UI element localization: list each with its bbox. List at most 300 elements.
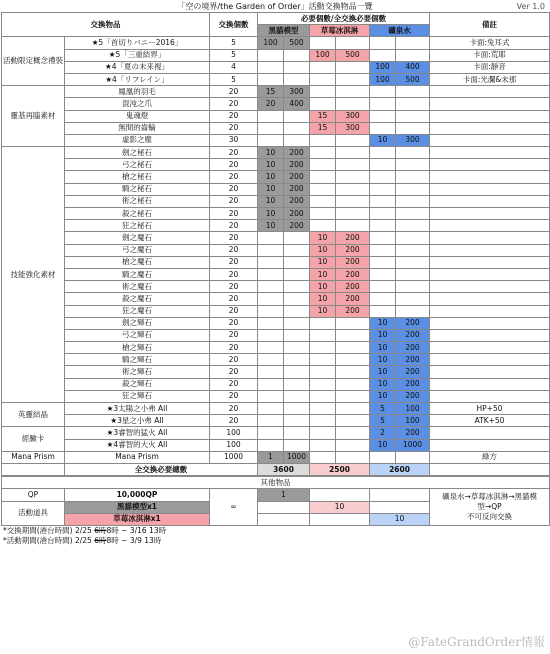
cost-r-total bbox=[336, 220, 370, 232]
item-count: 20 bbox=[210, 183, 258, 195]
tool-red-g-empty bbox=[258, 513, 310, 525]
conversion-note-line2: 型→QP bbox=[477, 502, 502, 512]
item-name: 騎之魔石 bbox=[65, 268, 210, 280]
cost-g-unit: 15 bbox=[258, 86, 284, 98]
item-note bbox=[430, 342, 550, 354]
item-count: 20 bbox=[210, 195, 258, 207]
item-note bbox=[430, 220, 550, 232]
item-count: 20 bbox=[210, 329, 258, 341]
cost-r-unit bbox=[310, 147, 336, 159]
cost-g-total bbox=[284, 49, 310, 61]
table-row bbox=[2, 256, 550, 268]
cost-b-total bbox=[396, 451, 430, 463]
cost-g-unit bbox=[258, 134, 284, 146]
table-row bbox=[2, 147, 550, 159]
conversion-note bbox=[430, 489, 550, 526]
item-count: 20 bbox=[210, 256, 258, 268]
item-note bbox=[430, 268, 550, 280]
cost-r-unit bbox=[310, 183, 336, 195]
cost-g-unit bbox=[258, 342, 284, 354]
item-count: 20 bbox=[210, 305, 258, 317]
cost-g-unit: 10 bbox=[258, 183, 284, 195]
cost-r-total: 200 bbox=[336, 293, 370, 305]
cost-g-unit: 10 bbox=[258, 171, 284, 183]
cost-r-unit: 15 bbox=[310, 110, 336, 122]
table-row bbox=[2, 98, 550, 110]
cost-b-unit: 2 bbox=[370, 427, 396, 439]
item-count: 20 bbox=[210, 293, 258, 305]
cost-g-unit bbox=[258, 427, 284, 439]
item-note: 卡面:光瀾&未那 bbox=[430, 73, 550, 85]
cost-g-unit: 10 bbox=[258, 208, 284, 220]
cost-g-unit bbox=[258, 439, 284, 451]
table-row bbox=[2, 232, 550, 244]
cost-b-total bbox=[396, 183, 430, 195]
item-note bbox=[430, 232, 550, 244]
table-row bbox=[2, 281, 550, 293]
title-bar bbox=[1, 1, 549, 12]
item-count: 20 bbox=[210, 232, 258, 244]
cost-r-total: 300 bbox=[336, 122, 370, 134]
footer-exchange-period bbox=[3, 526, 549, 536]
cost-b-total bbox=[396, 147, 430, 159]
item-count: 20 bbox=[210, 147, 258, 159]
cost-b-unit: 10 bbox=[370, 390, 396, 402]
cost-b-total: 100 bbox=[396, 403, 430, 415]
cost-b-unit bbox=[370, 110, 396, 122]
cost-b-unit: 5 bbox=[370, 403, 396, 415]
cost-g-total bbox=[284, 244, 310, 256]
cost-r-total bbox=[336, 403, 370, 415]
item-count: 20 bbox=[210, 281, 258, 293]
item-note bbox=[430, 256, 550, 268]
cost-b-total bbox=[396, 122, 430, 134]
item-name: 無間的齒輪 bbox=[65, 122, 210, 134]
item-note bbox=[430, 378, 550, 390]
conversion-note-line3: 不可反向交換 bbox=[467, 512, 513, 522]
item-note bbox=[430, 208, 550, 220]
item-count: 5 bbox=[210, 37, 258, 49]
item-note bbox=[430, 134, 550, 146]
cost-b-unit bbox=[370, 98, 396, 110]
cost-b-unit bbox=[370, 147, 396, 159]
item-count: 20 bbox=[210, 244, 258, 256]
cost-r-total: 500 bbox=[336, 49, 370, 61]
item-count: 20 bbox=[210, 220, 258, 232]
cost-b-total bbox=[396, 37, 430, 49]
cost-b-unit: 10 bbox=[370, 366, 396, 378]
cost-r-total bbox=[336, 37, 370, 49]
cost-g-unit bbox=[258, 354, 284, 366]
qp-red-empty bbox=[310, 489, 370, 501]
cost-g-unit bbox=[258, 293, 284, 305]
qp-row bbox=[2, 489, 550, 501]
footer-line1-prefix: *交換期間(港台時間) 2/25 bbox=[3, 525, 95, 535]
cost-r-unit bbox=[310, 403, 336, 415]
cost-r-total bbox=[336, 147, 370, 159]
item-count: 20 bbox=[210, 110, 258, 122]
cost-r-total bbox=[336, 208, 370, 220]
cost-b-total: 500 bbox=[396, 73, 430, 85]
cost-g-unit bbox=[258, 232, 284, 244]
item-name: 混沌之爪 bbox=[65, 98, 210, 110]
table-row bbox=[2, 159, 550, 171]
item-count: 20 bbox=[210, 366, 258, 378]
totals-label: 全交換必要總數 bbox=[65, 463, 258, 475]
cost-g-unit bbox=[258, 244, 284, 256]
cost-g-unit: 10 bbox=[258, 147, 284, 159]
cost-b-unit bbox=[370, 195, 396, 207]
cost-g-unit: 10 bbox=[258, 220, 284, 232]
cost-b-total bbox=[396, 110, 430, 122]
cost-r-total bbox=[336, 73, 370, 85]
cost-r-total: 200 bbox=[336, 268, 370, 280]
cost-r-unit bbox=[310, 354, 336, 366]
table-row bbox=[2, 317, 550, 329]
cost-g-unit bbox=[258, 268, 284, 280]
cost-r-total bbox=[336, 439, 370, 451]
item-name: ★3睿智的猛火 All bbox=[65, 427, 210, 439]
qp-label: QP bbox=[2, 489, 65, 501]
cost-g-total: 200 bbox=[284, 171, 310, 183]
cost-g-total bbox=[284, 110, 310, 122]
cost-b-unit bbox=[370, 305, 396, 317]
item-count: 20 bbox=[210, 390, 258, 402]
item-count: 20 bbox=[210, 171, 258, 183]
cost-r-total: 200 bbox=[336, 256, 370, 268]
item-name: ★4睿智的大火 All bbox=[65, 439, 210, 451]
table-row bbox=[2, 110, 550, 122]
item-count: 1000 bbox=[210, 451, 258, 463]
cost-g-total bbox=[284, 134, 310, 146]
cost-g-total bbox=[284, 268, 310, 280]
tool-red-cost: 10 bbox=[310, 501, 370, 513]
cost-g-unit bbox=[258, 256, 284, 268]
item-count: 5 bbox=[210, 49, 258, 61]
item-name: 殺之魔石 bbox=[65, 293, 210, 305]
cost-g-total: 300 bbox=[284, 86, 310, 98]
qp-item: 10,000QP bbox=[65, 489, 210, 501]
qp-black-cost: 1 bbox=[258, 489, 310, 501]
table-row bbox=[2, 171, 550, 183]
cost-b-total: 200 bbox=[396, 366, 430, 378]
cost-b-unit bbox=[370, 183, 396, 195]
item-note bbox=[430, 366, 550, 378]
tool-red-r-empty bbox=[310, 513, 370, 525]
cost-b-unit bbox=[370, 256, 396, 268]
table-row bbox=[2, 366, 550, 378]
table-row bbox=[2, 427, 550, 439]
footer-line1-strike: 6時 bbox=[94, 525, 107, 535]
cost-b-unit bbox=[370, 220, 396, 232]
table-row bbox=[2, 122, 550, 134]
cost-b-total: 200 bbox=[396, 354, 430, 366]
cost-b-total: 200 bbox=[396, 342, 430, 354]
other-title: 其他物品 bbox=[2, 477, 550, 489]
item-note bbox=[430, 110, 550, 122]
item-name: 狂之魔石 bbox=[65, 305, 210, 317]
header-row-1 bbox=[2, 13, 550, 25]
cost-b-unit bbox=[370, 86, 396, 98]
header-strawberry: 草莓冰淇淋 bbox=[310, 25, 370, 37]
item-name: 劍之秘石 bbox=[65, 147, 210, 159]
table-row bbox=[2, 329, 550, 341]
cost-b-total: 200 bbox=[396, 390, 430, 402]
cost-r-unit bbox=[310, 366, 336, 378]
cost-r-total bbox=[336, 171, 370, 183]
item-count: 20 bbox=[210, 268, 258, 280]
cost-b-total: 200 bbox=[396, 427, 430, 439]
item-count: 100 bbox=[210, 439, 258, 451]
cost-r-unit bbox=[310, 342, 336, 354]
cost-b-total bbox=[396, 98, 430, 110]
table-row bbox=[2, 220, 550, 232]
item-name: 弓之魔石 bbox=[65, 244, 210, 256]
item-count: 100 bbox=[210, 427, 258, 439]
item-count: 20 bbox=[210, 208, 258, 220]
item-note bbox=[430, 171, 550, 183]
table-row bbox=[2, 183, 550, 195]
table-row bbox=[2, 342, 550, 354]
cost-r-unit: 10 bbox=[310, 305, 336, 317]
cost-r-unit bbox=[310, 378, 336, 390]
category-label: 英靈結晶 bbox=[2, 403, 65, 427]
cost-g-total: 1000 bbox=[284, 451, 310, 463]
item-note bbox=[430, 195, 550, 207]
table-row bbox=[2, 415, 550, 427]
cost-g-total bbox=[284, 61, 310, 73]
cost-g-unit bbox=[258, 317, 284, 329]
table-row bbox=[2, 73, 550, 85]
cost-b-total bbox=[396, 256, 430, 268]
cost-b-total bbox=[396, 49, 430, 61]
other-title-row bbox=[2, 477, 550, 489]
item-note bbox=[430, 329, 550, 341]
cost-g-total bbox=[284, 293, 310, 305]
item-name: 虛影之塵 bbox=[65, 134, 210, 146]
cost-r-unit: 100 bbox=[310, 49, 336, 61]
cost-g-unit bbox=[258, 122, 284, 134]
item-count: 20 bbox=[210, 354, 258, 366]
cost-r-unit: 15 bbox=[310, 122, 336, 134]
header-water: 礦泉水 bbox=[370, 25, 430, 37]
item-name: ★4「夏の未来視」 bbox=[65, 61, 210, 73]
cost-b-total bbox=[396, 195, 430, 207]
cost-r-total bbox=[336, 61, 370, 73]
cost-b-unit: 5 bbox=[370, 415, 396, 427]
table-row bbox=[2, 61, 550, 73]
table-row bbox=[2, 208, 550, 220]
cost-g-total: 500 bbox=[284, 37, 310, 49]
cost-r-total bbox=[336, 378, 370, 390]
cost-b-total bbox=[396, 268, 430, 280]
table-row bbox=[2, 378, 550, 390]
item-note bbox=[430, 159, 550, 171]
cost-r-total bbox=[336, 195, 370, 207]
item-note bbox=[430, 439, 550, 451]
footer-line2-prefix: *活動期間(港台時間) 2/25 bbox=[3, 535, 95, 545]
cost-r-unit bbox=[310, 329, 336, 341]
item-note: 卡面:兔耳式 bbox=[430, 37, 550, 49]
cost-r-total bbox=[336, 134, 370, 146]
cost-b-total bbox=[396, 171, 430, 183]
item-name: 騎之輝石 bbox=[65, 354, 210, 366]
cost-b-total: 200 bbox=[396, 329, 430, 341]
cost-r-unit bbox=[310, 86, 336, 98]
qp-blue-empty bbox=[370, 489, 430, 501]
cost-r-unit: 10 bbox=[310, 256, 336, 268]
cost-b-unit bbox=[370, 232, 396, 244]
cost-b-unit: 10 bbox=[370, 378, 396, 390]
item-name: 劍之輝石 bbox=[65, 317, 210, 329]
cost-b-unit: 100 bbox=[370, 73, 396, 85]
item-count: 20 bbox=[210, 403, 258, 415]
cost-b-total bbox=[396, 86, 430, 98]
item-count: 30 bbox=[210, 134, 258, 146]
header-black-cat: 黑貓模型 bbox=[258, 25, 310, 37]
totals-note bbox=[430, 463, 550, 475]
totals-empty bbox=[2, 463, 65, 475]
item-count: 20 bbox=[210, 415, 258, 427]
table-row bbox=[2, 305, 550, 317]
cost-g-unit bbox=[258, 366, 284, 378]
cost-g-unit bbox=[258, 329, 284, 341]
cost-r-unit bbox=[310, 220, 336, 232]
item-note bbox=[430, 122, 550, 134]
cost-r-unit bbox=[310, 98, 336, 110]
table-row bbox=[2, 451, 550, 463]
category-label: 靈基再臨素材 bbox=[2, 86, 65, 147]
footer-notes bbox=[1, 526, 549, 546]
cost-g-total bbox=[284, 366, 310, 378]
cost-g-unit bbox=[258, 281, 284, 293]
item-note: 綠方 bbox=[430, 451, 550, 463]
item-name: 槍之輝石 bbox=[65, 342, 210, 354]
cost-r-total: 200 bbox=[336, 232, 370, 244]
cost-g-total bbox=[284, 305, 310, 317]
item-note bbox=[430, 293, 550, 305]
item-name: 術之輝石 bbox=[65, 366, 210, 378]
item-name: 狂之秘石 bbox=[65, 220, 210, 232]
cost-b-total bbox=[396, 305, 430, 317]
cost-r-total bbox=[336, 415, 370, 427]
cost-b-unit bbox=[370, 159, 396, 171]
cost-g-unit: 100 bbox=[258, 37, 284, 49]
cost-g-total bbox=[284, 73, 310, 85]
item-name: 鳳凰的羽毛 bbox=[65, 86, 210, 98]
cost-r-unit bbox=[310, 317, 336, 329]
table-row bbox=[2, 390, 550, 402]
cost-g-total bbox=[284, 403, 310, 415]
cost-r-total bbox=[336, 98, 370, 110]
cost-r-unit bbox=[310, 390, 336, 402]
item-count: 20 bbox=[210, 378, 258, 390]
cost-b-unit bbox=[370, 49, 396, 61]
item-note bbox=[430, 390, 550, 402]
header-note: 備註 bbox=[430, 13, 550, 37]
item-name: ★3太陽之小弗 All bbox=[65, 403, 210, 415]
item-name: 狂之輝石 bbox=[65, 390, 210, 402]
cost-r-unit bbox=[310, 171, 336, 183]
category-label: 技能強化素材 bbox=[2, 147, 65, 403]
tool-red-item: 草莓冰淇淋x1 bbox=[65, 513, 210, 525]
header-count: 交換個數 bbox=[210, 13, 258, 37]
cost-b-unit bbox=[370, 451, 396, 463]
tool-blue-cost: 10 bbox=[370, 513, 430, 525]
category-label: 經驗卡 bbox=[2, 427, 65, 451]
tool-black-empty bbox=[258, 501, 310, 513]
cost-r-unit bbox=[310, 195, 336, 207]
cost-r-total bbox=[336, 317, 370, 329]
cost-b-total bbox=[396, 208, 430, 220]
cost-g-total bbox=[284, 317, 310, 329]
item-count: 20 bbox=[210, 86, 258, 98]
item-note bbox=[430, 317, 550, 329]
item-note: 卡面:荒耶 bbox=[430, 49, 550, 61]
cost-r-unit: 10 bbox=[310, 244, 336, 256]
cost-b-unit bbox=[370, 293, 396, 305]
other-table bbox=[1, 476, 550, 526]
cost-g-total bbox=[284, 427, 310, 439]
cost-b-unit bbox=[370, 122, 396, 134]
total-black: 3600 bbox=[258, 463, 310, 475]
table-row bbox=[2, 354, 550, 366]
item-note bbox=[430, 281, 550, 293]
cost-r-total: 200 bbox=[336, 281, 370, 293]
table-row bbox=[2, 86, 550, 98]
total-blue: 2600 bbox=[370, 463, 430, 475]
cost-r-unit bbox=[310, 427, 336, 439]
cost-r-unit: 10 bbox=[310, 232, 336, 244]
cost-g-unit bbox=[258, 378, 284, 390]
cost-b-total: 1000 bbox=[396, 439, 430, 451]
cost-r-total: 200 bbox=[336, 305, 370, 317]
infinity-cell: ∞ bbox=[210, 489, 258, 526]
item-note: ATK+50 bbox=[430, 415, 550, 427]
cost-b-total: 200 bbox=[396, 378, 430, 390]
cost-b-total bbox=[396, 220, 430, 232]
cost-b-total bbox=[396, 159, 430, 171]
item-name: 騎之秘石 bbox=[65, 183, 210, 195]
table-row bbox=[2, 134, 550, 146]
cost-r-total bbox=[336, 342, 370, 354]
item-count: 5 bbox=[210, 73, 258, 85]
item-count: 20 bbox=[210, 342, 258, 354]
cost-r-unit bbox=[310, 159, 336, 171]
cost-g-unit bbox=[258, 61, 284, 73]
cost-g-unit bbox=[258, 305, 284, 317]
cost-g-total bbox=[284, 281, 310, 293]
table-row bbox=[2, 195, 550, 207]
cost-r-unit bbox=[310, 134, 336, 146]
item-note bbox=[430, 427, 550, 439]
version-label: Ver 1.0 bbox=[516, 2, 545, 11]
item-name: 術之秘石 bbox=[65, 195, 210, 207]
cost-r-total bbox=[336, 354, 370, 366]
cost-b-unit: 10 bbox=[370, 342, 396, 354]
cost-g-total bbox=[284, 342, 310, 354]
cost-r-total bbox=[336, 366, 370, 378]
cost-g-unit: 10 bbox=[258, 195, 284, 207]
cost-b-unit: 10 bbox=[370, 134, 396, 146]
footer-line1-rest: 8時 ~ 3/16 13時 bbox=[106, 525, 167, 535]
item-count: 20 bbox=[210, 98, 258, 110]
cost-b-unit bbox=[370, 171, 396, 183]
table-row bbox=[2, 37, 550, 49]
exchange-sheet bbox=[1, 1, 549, 652]
cost-b-total: 200 bbox=[396, 317, 430, 329]
cost-b-total: 100 bbox=[396, 415, 430, 427]
